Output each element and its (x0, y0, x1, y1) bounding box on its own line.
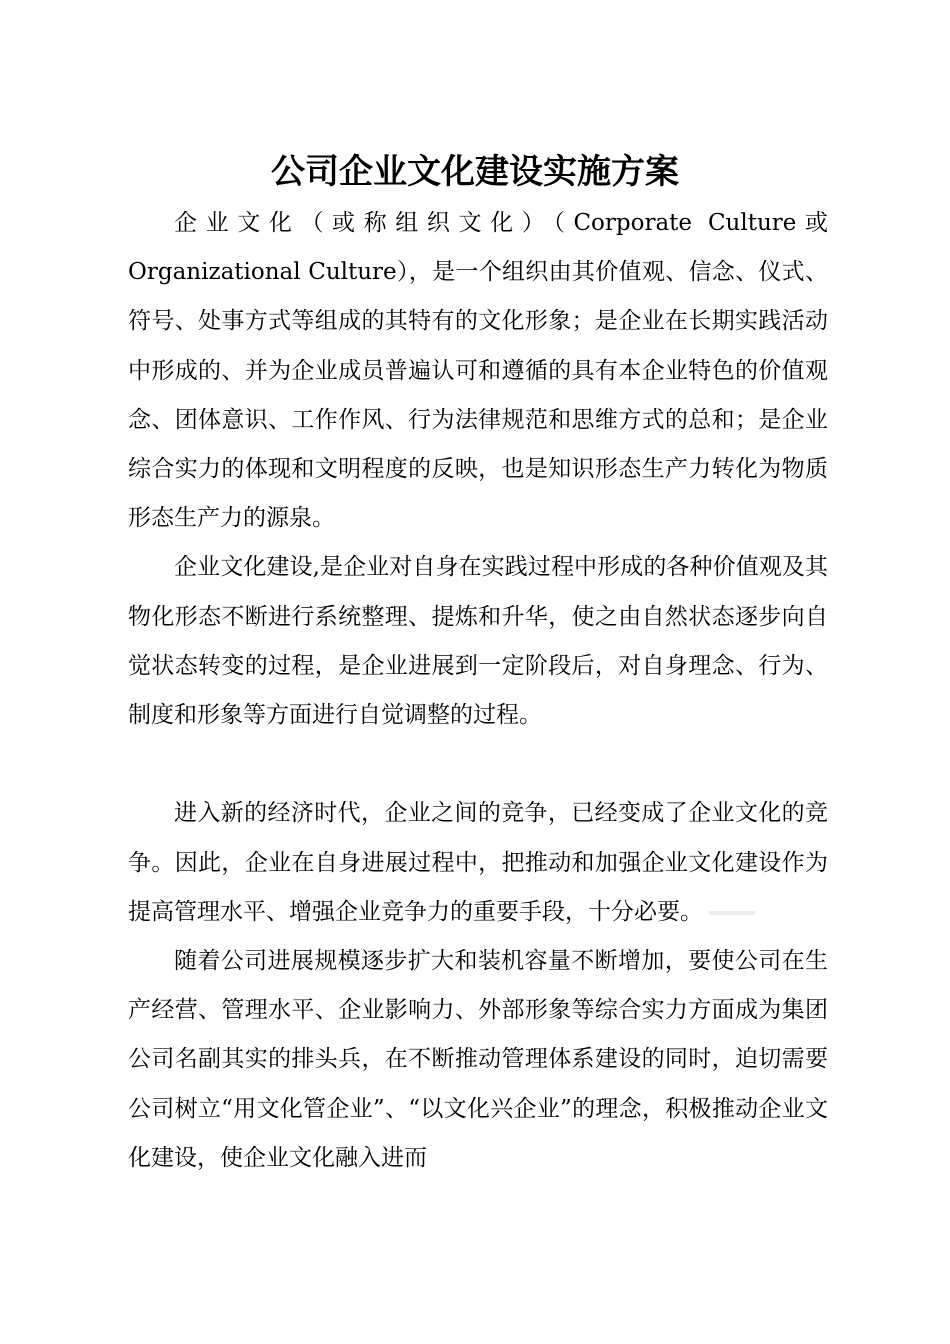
document-title: 公司企业文化建设实施方案 (271, 152, 679, 192)
paragraph-construction: 企业文化建设,是企业对自身在实践过程中形成的各种价值观及其物化形态不断进行系统整理、提炼和升华，使之由自然状态逐步向自觉状态转变的过程，是企业进展到一定阶段后，对自身理念、行为、制度和形象等方面进行自觉调整的过程。 (128, 554, 828, 729)
faint-mark (709, 911, 755, 915)
paragraph-competition-text: 进入新的经济时代，企业之间的竞争，已经变成了企业文化的竞争。因此，企业在自身进展过程中，把推动和加强企业文化建设作为提高管理水平、增强企业竞争力的重要手段，十分必要。 (128, 800, 828, 925)
paragraph-company-growth: 随着公司进展规模逐步扩大和装机容量不断增加，要使公司在生产经营、管理水平、企业影响力、外部形象等综合实力方面成为集团公司名副其实的排头兵，在不断推动管理体系建设的同时，迫切需要公司树立“用文化管企业”、“以文化兴企业”的理念，积极推动企业文化建设，使企业文化融入进而 (128, 948, 828, 1171)
paragraph-definition: 企业文化（或称组织文化）（Corporate Culture或Organizational Culture），是一个组织由其价值观、信念、仪式、符号、处事方式等组成的其特有的文化形象；是企业在长期实践活动中形成的、并为企业成员普遍认可和遵循的具有本企业特色的价值观念、团体意识、工作作风、行为法律规范和思维方式的总和；是企业综合实力的体现和文明程度的反映，也是知识形态生产力转化为物质形态生产力的源泉。 (128, 210, 828, 532)
paragraph-competition (128, 789, 828, 937)
document-body (128, 199, 828, 1183)
